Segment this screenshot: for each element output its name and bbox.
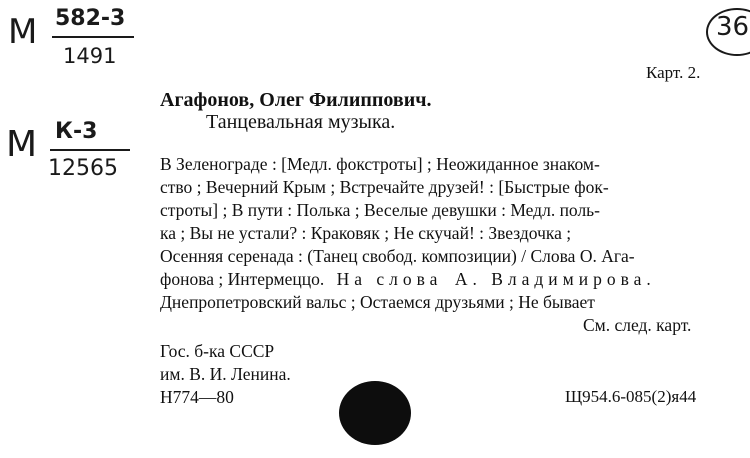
- lyrics-credit-prefix: На слова: [336, 269, 443, 289]
- card-number: Карт. 2.: [646, 63, 701, 82]
- contents-line-5: Осенняя серенада : (Танец свобод. композиции) / Слова О. Ага-: [160, 246, 635, 266]
- library-line-1: Гос. б-ка СССР: [160, 341, 275, 361]
- catalog-code: Н774—80: [160, 387, 234, 407]
- contents-line-7: Днепропетровский вальс ; Остаемся друзьями ; Не бывает: [160, 292, 595, 312]
- contents-line-6: [160, 268, 712, 291]
- corner-number: 36: [716, 12, 750, 42]
- lyrics-credit-name: А. Владимирова.: [454, 269, 656, 289]
- contents-line-3: строты] ; В пути : Полька ; Веселые девушки : Медл. поль-: [160, 200, 600, 220]
- shelfmark-1-letter: М: [8, 12, 38, 52]
- shelfmark-1-bottom: 1491: [63, 44, 117, 68]
- author-heading: Агафонов, Олег Филиппович.: [160, 89, 432, 111]
- library-line-2: им. В. И. Ленина.: [160, 364, 291, 384]
- contents-line-4: ка ; Вы не устали? : Краковяк ; Не скучай! : Звездочка ;: [160, 223, 572, 243]
- shelfmark-2-bottom: 12565: [48, 156, 118, 181]
- see-next-card: См. след. карт.: [583, 315, 692, 335]
- classification-code: Щ954.6-085(2)я44: [565, 387, 697, 406]
- punch-hole: [339, 381, 411, 445]
- shelfmark-2-divider: [50, 149, 130, 151]
- contents-line-6-start: фонова ; Интермеццо.: [160, 269, 325, 289]
- shelfmark-1-top: 582-3: [55, 6, 126, 31]
- contents-line-1: В Зеленограде : [Медл. фокстроты] ; Неожиданное знаком-: [160, 154, 600, 174]
- shelfmark-2-letter: М: [6, 124, 38, 165]
- title: Танцевальная музыка.: [206, 111, 396, 133]
- shelfmark-1-divider: [52, 36, 134, 38]
- shelfmark-2-top: К-3: [55, 119, 98, 144]
- contents-line-2: ство ; Вечерний Крым ; Встречайте друзей! : [Быстрые фок-: [160, 177, 609, 197]
